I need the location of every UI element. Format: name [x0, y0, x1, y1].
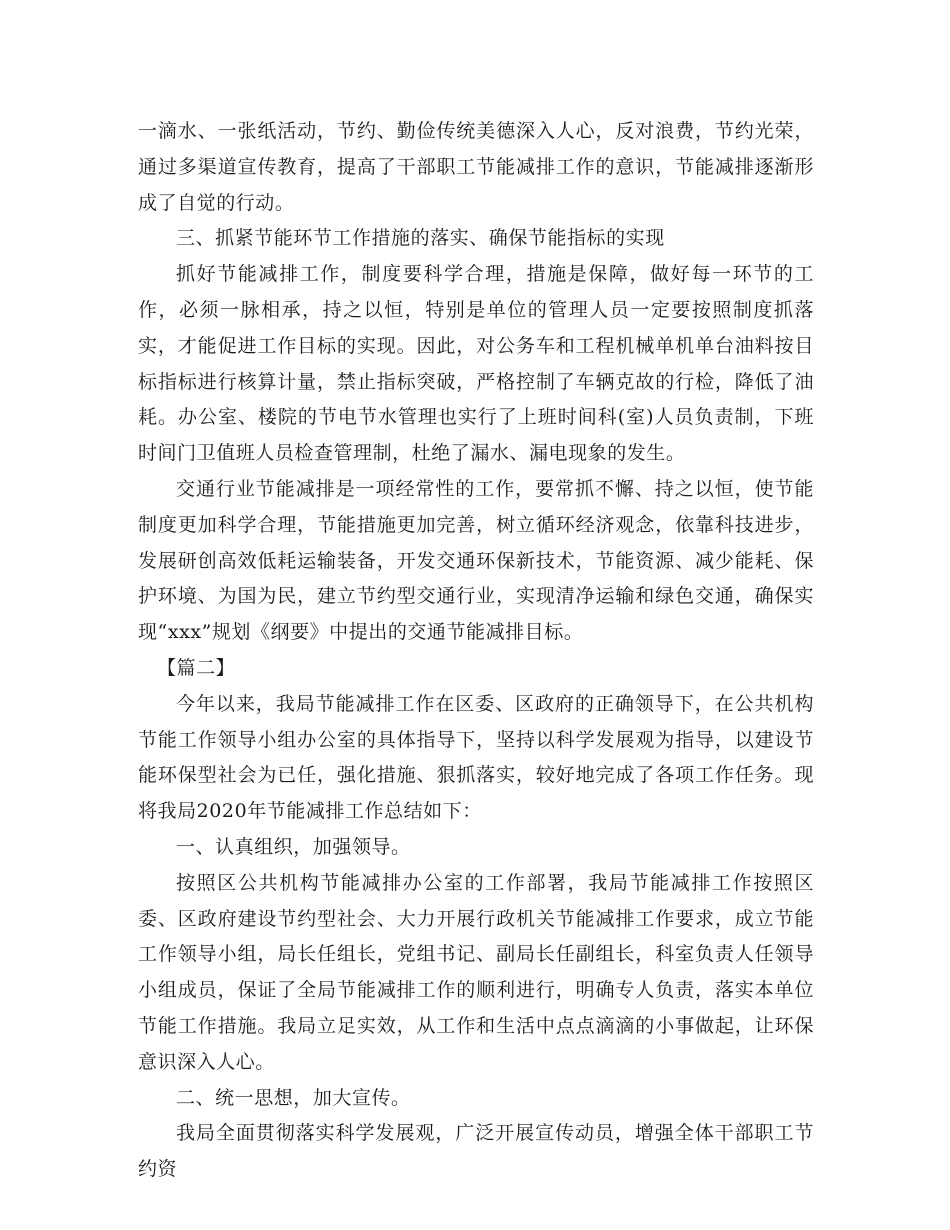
paragraph-leadership-group: 按照区公共机构节能减排办公室的工作部署，我局节能减排工作按照区委、区政府建设节约型社会、大力开展行政机关节能减排工作要求，成立节能工作领导小组，局长任组长，党组书记、副局长任副组长，科室负责人任领导小组成员，保证了全局节能减排工作的顺利进行，明确专人负责，落实本单位节能工作措施。我局立足实效，从工作和生活中点点滴滴的小事做起，让环保意识深入人心。: [138, 871, 814, 1073]
paragraph-continued-campaign: 一滴水、一张纸活动，节约、勤俭传统美德深入人心，反对浪费，节约光荣，通过多渠道宣传教育，提高了干部职工节能减排工作的意识，节能减排逐渐形成了自觉的行动。: [138, 120, 814, 214]
heading-section-three: 三、抓紧节能环节工作措施的落实、确保节能指标的实现: [176, 227, 665, 250]
paragraph-transport-goals: 交通行业节能减排是一项经常性的工作，要常抓不懈、持之以恒，使节能制度更加科学合理，节能措施更加完善，树立循环经济观念，依靠科技进步，发展研创高效低耗运输装备，开发交通环保新技术，节能资源、减少能耗、保护环境、为国为民，建立节约型交通行业，实现清净运输和绿色交通，确保实现“xxx”规划《纲要》中提出的交通节能减排目标。: [138, 477, 814, 644]
document-body: [138, 114, 814, 1188]
paragraph-summary-intro: 今年以来，我局节能减排工作在区委、区政府的正确领导下，在公共机构节能工作领导小组办公室的具体指导下，坚持以科学发展观为指导，以建设节能环保型社会为已任，强化措施、狠抓落实，较好地完成了各项工作任务。现将我局2020年节能减排工作总结如下：: [138, 692, 814, 823]
heading-organize-leadership: 一、认真组织，加强领导。: [176, 835, 411, 858]
paragraph-energy-measures: 抓好节能减排工作，制度要科学合理，措施是保障，做好每一环节的工作，必须一脉相承，持之以恒，特别是单位的管理人员一定要按照制度抓落实，才能促进工作目标的实现。因此，对公务车和工程机械单机单台油料按目标指标进行核算计量，禁止指标突破，严格控制了车辆克故的行检，降低了油耗。办公室、楼院的节电节水管理也实行了上班时间科(室)人员负责制，下班时间门卫值班人员检查管理制，杜绝了漏水、漏电现象的发生。: [138, 263, 814, 465]
paragraph-publicity-start: 我局全面贯彻落实科学发展观，广泛开展宣传动员，增强全体干部职工节约资: [138, 1122, 814, 1181]
heading-unify-publicity: 二、统一思想，加大宣传。: [176, 1086, 411, 1109]
section-title-part-two: 【篇二】: [157, 656, 236, 679]
